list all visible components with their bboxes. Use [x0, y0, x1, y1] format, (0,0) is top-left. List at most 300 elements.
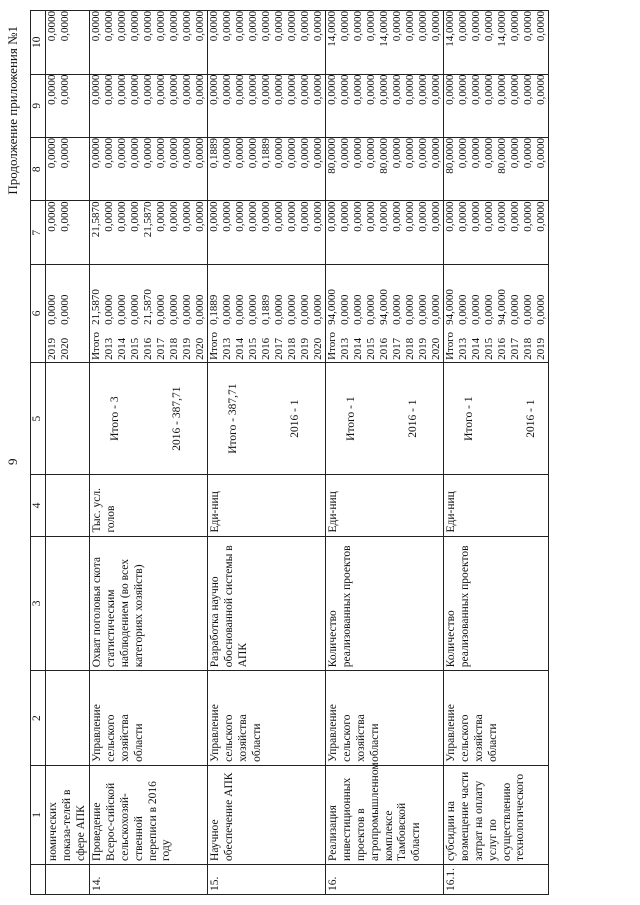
value-c8: 0,0000 [59, 138, 71, 169]
value-c10: 0,0000 [352, 11, 365, 42]
value-c8: 0,0000 [299, 138, 312, 169]
value-c7: 0,0000 [404, 201, 417, 232]
value-c9: 0,0000 [194, 74, 207, 105]
value-c8: 0,0000 [46, 138, 58, 169]
value-c6: 0,0000 [116, 294, 129, 325]
value-c10: 0,0000 [430, 11, 443, 42]
value-c8: 80,0000 [496, 138, 509, 174]
value-c10: 0,0000 [365, 11, 378, 42]
value-c6: 0,0000 [483, 294, 496, 325]
row-c7 [326, 201, 444, 264]
row-name: номических показа-телей в сфере АПК [46, 765, 90, 864]
row-years-values [90, 264, 208, 362]
row-unit: Тыс. усл. голов [90, 475, 208, 536]
value-c6: 0,0000 [273, 294, 286, 325]
value-c8: 0,0000 [116, 138, 129, 169]
value-c9: 0,0000 [181, 74, 194, 105]
table-row [90, 11, 208, 895]
col-header-0 [31, 864, 46, 894]
value-c9: 0,0000 [365, 74, 378, 105]
program-table [30, 10, 549, 895]
row-c10 [208, 11, 326, 75]
value-c7: 0,0000 [103, 201, 116, 232]
row-name: Научное обеспечение АПК [208, 765, 326, 864]
value-c7: 0,0000 [430, 201, 443, 232]
value-c10: 0,0000 [90, 11, 103, 42]
value-c7: 0,0000 [286, 201, 299, 232]
year-label: 2019 [299, 337, 312, 360]
table-body [46, 11, 549, 895]
value-c9: 0,0000 [430, 74, 443, 105]
value-c8: 80,0000 [444, 138, 457, 174]
col-header-10: 10 [31, 11, 46, 75]
value-c6: 0,0000 [46, 294, 58, 325]
col-header-2: 2 [31, 671, 46, 766]
value-c9: 0,0000 [404, 74, 417, 105]
col-header-9: 9 [31, 74, 46, 137]
row-c9 [208, 74, 326, 137]
row-indicator: Количество реализованных проектов [326, 536, 444, 671]
value-c6: 0,0000 [234, 294, 247, 325]
value-c10: 0,0000 [168, 11, 181, 42]
value-c9: 0,0000 [273, 74, 286, 105]
row-c10 [90, 11, 208, 75]
value-c6: 94,0000 [496, 289, 509, 325]
row-c10 [326, 11, 444, 75]
row-number: 16. [326, 864, 444, 894]
row-c9 [444, 74, 549, 137]
row-number: 15. [208, 864, 326, 894]
value-c6: 0,0000 [430, 294, 443, 325]
value-c7: 0,0000 [470, 201, 483, 232]
year-label: 2014 [352, 337, 365, 360]
year-label: 2013 [457, 337, 470, 360]
value-c10: 0,0000 [404, 11, 417, 42]
value-c6: 0,0000 [312, 294, 325, 325]
value-c6: 0,0000 [391, 294, 404, 325]
row-unit: Еди-ниц [208, 475, 326, 536]
value-c8: 0,0000 [312, 138, 325, 169]
value-c10: 14,0000 [378, 11, 391, 47]
col5-year: 2016 - 1 [289, 399, 302, 438]
value-c10: 0,0000 [509, 11, 522, 42]
value-c8: 0,0000 [365, 138, 378, 169]
year-label: 2020 [312, 337, 325, 360]
year-label: Итого [90, 332, 103, 360]
value-c7: 0,0000 [299, 201, 312, 232]
year-label: 2018 [404, 337, 417, 360]
value-c8: 0,0000 [129, 138, 142, 169]
value-c7: 0,0000 [457, 201, 470, 232]
value-c8: 0,0000 [286, 138, 299, 169]
appendix-note: Продолжение приложения №1 [5, 26, 20, 195]
value-c6: 0,1889 [208, 294, 221, 325]
value-c6: 94,0000 [326, 289, 339, 325]
value-c10: 0,0000 [142, 11, 155, 42]
year-label: Итого [444, 332, 457, 360]
year-label: 2013 [103, 337, 116, 360]
value-c9: 0,0000 [470, 74, 483, 105]
row-name: Проведение Всерос-сийской сельскохозяй-ственной переписи в 2016 году [90, 765, 208, 864]
year-label: 2015 [247, 337, 260, 360]
value-c6: 0,0000 [339, 294, 352, 325]
col-header-6: 6 [31, 264, 46, 362]
value-c8: 0,0000 [457, 138, 470, 169]
value-c9: 0,0000 [168, 74, 181, 105]
col-header-7: 7 [31, 201, 46, 264]
value-c9: 0,0000 [312, 74, 325, 105]
value-c6: 0,0000 [535, 294, 548, 325]
value-c6: 0,0000 [286, 294, 299, 325]
value-c7: 21,5870 [90, 201, 103, 238]
value-c6: 0,0000 [470, 294, 483, 325]
row-col5 [46, 362, 90, 474]
row-c10 [46, 11, 90, 75]
value-c10: 0,0000 [46, 11, 58, 42]
value-c10: 0,0000 [417, 11, 430, 42]
value-c6: 0,1889 [260, 294, 273, 325]
row-indicator: Количество реализованных проектов [444, 536, 549, 671]
col-header-5: 5 [31, 362, 46, 474]
value-c9: 0,0000 [391, 74, 404, 105]
row-col5 [90, 362, 208, 474]
value-c7: 0,0000 [496, 201, 509, 232]
value-c8: 0,0000 [352, 138, 365, 169]
value-c8: 80,0000 [326, 138, 339, 174]
row-unit: Еди-ниц [444, 475, 549, 536]
col5-total: Итого - 387,71 [227, 383, 240, 454]
value-c9: 0,0000 [378, 74, 391, 105]
value-c9: 0,0000 [339, 74, 352, 105]
value-c7: 0,0000 [194, 201, 207, 232]
year-label: 2020 [59, 337, 71, 360]
value-c10: 0,0000 [483, 11, 496, 42]
value-c10: 0,0000 [103, 11, 116, 42]
page-number: 9 [5, 458, 20, 465]
value-c6: 0,0000 [155, 294, 168, 325]
year-label: 2015 [129, 337, 142, 360]
year-label: 2014 [234, 337, 247, 360]
value-c7: 0,0000 [181, 201, 194, 232]
value-c7: 0,0000 [155, 201, 168, 232]
value-c6: 0,0000 [522, 294, 535, 325]
value-c8: 0,0000 [404, 138, 417, 169]
value-c6: 0,0000 [247, 294, 260, 325]
year-label: 2017 [509, 337, 522, 360]
value-c6: 0,0000 [509, 294, 522, 325]
value-c9: 0,0000 [417, 74, 430, 105]
value-c9: 0,0000 [299, 74, 312, 105]
value-c8: 0,0000 [391, 138, 404, 169]
year-label: 2020 [194, 337, 207, 360]
value-c9: 0,0000 [208, 74, 221, 105]
row-number: 16.1. [444, 864, 549, 894]
row-number [46, 864, 90, 894]
value-c6: 0,0000 [168, 294, 181, 325]
value-c8: 0,0000 [221, 138, 234, 169]
value-c10: 0,0000 [339, 11, 352, 42]
value-c9: 0,0000 [535, 74, 548, 105]
row-executor: Управление сельского хозяйства области [326, 671, 444, 766]
value-c8: 0,0000 [535, 138, 548, 169]
value-c6: 94,0000 [378, 289, 391, 325]
value-c7: 0,0000 [168, 201, 181, 232]
row-c9 [46, 74, 90, 137]
value-c10: 0,0000 [535, 11, 548, 42]
year-label: 2017 [155, 337, 168, 360]
row-indicator: Охват поголовья скота статистическим наблюдением (во всех категориях хозяйств) [90, 536, 208, 671]
value-c6: 21,5870 [142, 289, 155, 325]
year-label: 2014 [116, 337, 129, 360]
row-c7 [90, 201, 208, 264]
col-header-3: 3 [31, 536, 46, 671]
year-label: 2019 [535, 337, 548, 360]
table-row [326, 11, 444, 895]
year-label: 2018 [286, 337, 299, 360]
value-c6: 0,0000 [457, 294, 470, 325]
value-c8: 0,0000 [247, 138, 260, 169]
value-c8: 80,0000 [378, 138, 391, 174]
value-c9: 0,0000 [46, 74, 58, 105]
row-name: Реализация инвестиционных проектов в агропромышленном комплексе Тамбовской области [326, 765, 444, 864]
value-c7: 0,0000 [444, 201, 457, 232]
value-c7: 0,0000 [509, 201, 522, 232]
value-c10: 0,0000 [273, 11, 286, 42]
year-label: 2016 [496, 337, 509, 360]
row-col5 [444, 362, 549, 474]
value-c9: 0,0000 [129, 74, 142, 105]
value-c9: 0,0000 [103, 74, 116, 105]
value-c9: 0,0000 [90, 74, 103, 105]
value-c9: 0,0000 [352, 74, 365, 105]
value-c8: 0,0000 [103, 138, 116, 169]
year-label: 2015 [483, 337, 496, 360]
value-c7: 0,0000 [417, 201, 430, 232]
value-c8: 0,0000 [522, 138, 535, 169]
table-row [444, 11, 549, 895]
value-c7: 0,0000 [535, 201, 548, 232]
row-c8 [46, 138, 90, 201]
year-label: 2016 [378, 337, 391, 360]
value-c10: 0,0000 [221, 11, 234, 42]
value-c7: 0,0000 [260, 201, 273, 232]
value-c6: 0,0000 [59, 294, 71, 325]
col5-year: 2016 - 1 [525, 399, 538, 438]
value-c10: 0,0000 [247, 11, 260, 42]
row-c8 [326, 138, 444, 201]
value-c8: 0,0000 [470, 138, 483, 169]
value-c9: 0,0000 [483, 74, 496, 105]
row-years-values [326, 264, 444, 362]
value-c10: 0,0000 [181, 11, 194, 42]
row-years-values [444, 264, 549, 362]
value-c8: 0,0000 [155, 138, 168, 169]
row-c10 [444, 11, 549, 75]
value-c7: 0,0000 [352, 201, 365, 232]
value-c6: 0,0000 [299, 294, 312, 325]
value-c10: 0,0000 [470, 11, 483, 42]
value-c9: 0,0000 [221, 74, 234, 105]
year-label: 2018 [522, 337, 535, 360]
row-c7 [46, 201, 90, 264]
value-c7: 0,0000 [59, 201, 71, 232]
col5-total: Итого - 3 [109, 396, 122, 441]
value-c9: 0,0000 [234, 74, 247, 105]
value-c7: 0,0000 [116, 201, 129, 232]
value-c6: 0,0000 [221, 294, 234, 325]
column-number-row [31, 11, 46, 895]
table-row [208, 11, 326, 895]
row-years-values [46, 264, 90, 362]
value-c8: 0,0000 [90, 138, 103, 169]
year-label: Итого [208, 332, 221, 360]
year-label: 2018 [168, 337, 181, 360]
value-c8: 0,0000 [417, 138, 430, 169]
value-c10: 0,0000 [391, 11, 404, 42]
value-c10: 0,0000 [155, 11, 168, 42]
year-label: 2013 [221, 337, 234, 360]
value-c8: 0,1889 [208, 138, 221, 169]
value-c10: 0,0000 [208, 11, 221, 42]
year-label: 2013 [339, 337, 352, 360]
value-c7: 0,0000 [247, 201, 260, 232]
col5-year: 2016 - 387,71 [171, 386, 184, 451]
col5-total: Итого - 1 [345, 396, 358, 441]
row-c7 [444, 201, 549, 264]
year-label: 2015 [365, 337, 378, 360]
value-c7: 0,0000 [483, 201, 496, 232]
value-c8: 0,0000 [168, 138, 181, 169]
value-c10: 0,0000 [286, 11, 299, 42]
table-row-continued [46, 11, 90, 895]
row-col5 [326, 362, 444, 474]
value-c9: 0,0000 [116, 74, 129, 105]
value-c7: 0,0000 [326, 201, 339, 232]
row-executor: Управление сельского хозяйства области [90, 671, 208, 766]
row-executor: Управление сельского хозяйства области [208, 671, 326, 766]
value-c6: 0,0000 [404, 294, 417, 325]
value-c10: 14,0000 [496, 11, 509, 47]
value-c9: 0,0000 [260, 74, 273, 105]
value-c10: 0,0000 [59, 11, 71, 42]
value-c9: 0,0000 [509, 74, 522, 105]
value-c7: 0,0000 [339, 201, 352, 232]
value-c7: 0,0000 [365, 201, 378, 232]
value-c7: 0,0000 [234, 201, 247, 232]
value-c9: 0,0000 [247, 74, 260, 105]
row-c8 [90, 138, 208, 201]
value-c7: 0,0000 [129, 201, 142, 232]
value-c7: 21,5870 [142, 201, 155, 238]
value-c8: 0,0000 [430, 138, 443, 169]
row-c8 [208, 138, 326, 201]
value-c8: 0,0000 [234, 138, 247, 169]
value-c8: 0,1889 [260, 138, 273, 169]
value-c6: 0,0000 [365, 294, 378, 325]
col5-total: Итого - 1 [463, 396, 476, 441]
year-label: 2019 [417, 337, 430, 360]
value-c10: 14,0000 [326, 11, 339, 47]
value-c8: 0,0000 [339, 138, 352, 169]
value-c10: 0,0000 [457, 11, 470, 42]
year-label: 2016 [142, 337, 155, 360]
value-c9: 0,0000 [155, 74, 168, 105]
row-c9 [90, 74, 208, 137]
value-c6: 21,5870 [90, 289, 103, 325]
year-label: 2014 [470, 337, 483, 360]
row-unit [46, 475, 90, 536]
year-label: 2019 [46, 337, 58, 360]
value-c7: 0,0000 [391, 201, 404, 232]
value-c6: 0,0000 [352, 294, 365, 325]
value-c9: 0,0000 [326, 74, 339, 105]
value-c10: 0,0000 [522, 11, 535, 42]
value-c7: 0,0000 [378, 201, 391, 232]
value-c10: 0,0000 [234, 11, 247, 42]
value-c8: 0,0000 [181, 138, 194, 169]
value-c7: 0,0000 [208, 201, 221, 232]
value-c9: 0,0000 [496, 74, 509, 105]
value-c6: 94,0000 [444, 289, 457, 325]
value-c8: 0,0000 [142, 138, 155, 169]
row-indicator [46, 536, 90, 671]
year-label: 2017 [273, 337, 286, 360]
value-c9: 0,0000 [59, 74, 71, 105]
value-c9: 0,0000 [522, 74, 535, 105]
row-executor: Управление сельского хозяйства области [444, 671, 549, 766]
value-c8: 0,0000 [509, 138, 522, 169]
value-c10: 0,0000 [312, 11, 325, 42]
value-c10: 0,0000 [194, 11, 207, 42]
value-c7: 0,0000 [522, 201, 535, 232]
value-c10: 14,0000 [444, 11, 457, 47]
col-header-1: 1 [31, 765, 46, 864]
value-c9: 0,0000 [457, 74, 470, 105]
value-c6: 0,0000 [417, 294, 430, 325]
value-c7: 0,0000 [221, 201, 234, 232]
value-c6: 0,0000 [194, 294, 207, 325]
year-label: 2017 [391, 337, 404, 360]
year-label: Итого [326, 332, 339, 360]
value-c7: 0,0000 [312, 201, 325, 232]
value-c7: 0,0000 [273, 201, 286, 232]
row-col5 [208, 362, 326, 474]
value-c10: 0,0000 [116, 11, 129, 42]
col-header-8: 8 [31, 138, 46, 201]
row-number: 14. [90, 864, 208, 894]
row-c9 [326, 74, 444, 137]
year-label: 2016 [260, 337, 273, 360]
row-c7 [208, 201, 326, 264]
value-c6: 0,0000 [181, 294, 194, 325]
col-header-4: 4 [31, 475, 46, 536]
row-unit: Еди-ниц [326, 475, 444, 536]
row-years-values [208, 264, 326, 362]
value-c6: 0,0000 [129, 294, 142, 325]
row-c8 [444, 138, 549, 201]
value-c6: 0,0000 [103, 294, 116, 325]
value-c9: 0,0000 [286, 74, 299, 105]
row-name: субсидии на возмещение части затрат на оплату услуг по осуществлению технологического [444, 765, 549, 864]
value-c8: 0,0000 [273, 138, 286, 169]
value-c9: 0,0000 [142, 74, 155, 105]
row-indicator: Разработка научно обоснованной системы в АПК [208, 536, 326, 671]
year-label: 2020 [430, 337, 443, 360]
value-c8: 0,0000 [483, 138, 496, 169]
value-c7: 0,0000 [46, 201, 58, 232]
row-executor [46, 671, 90, 766]
col5-year: 2016 - 1 [407, 399, 420, 438]
